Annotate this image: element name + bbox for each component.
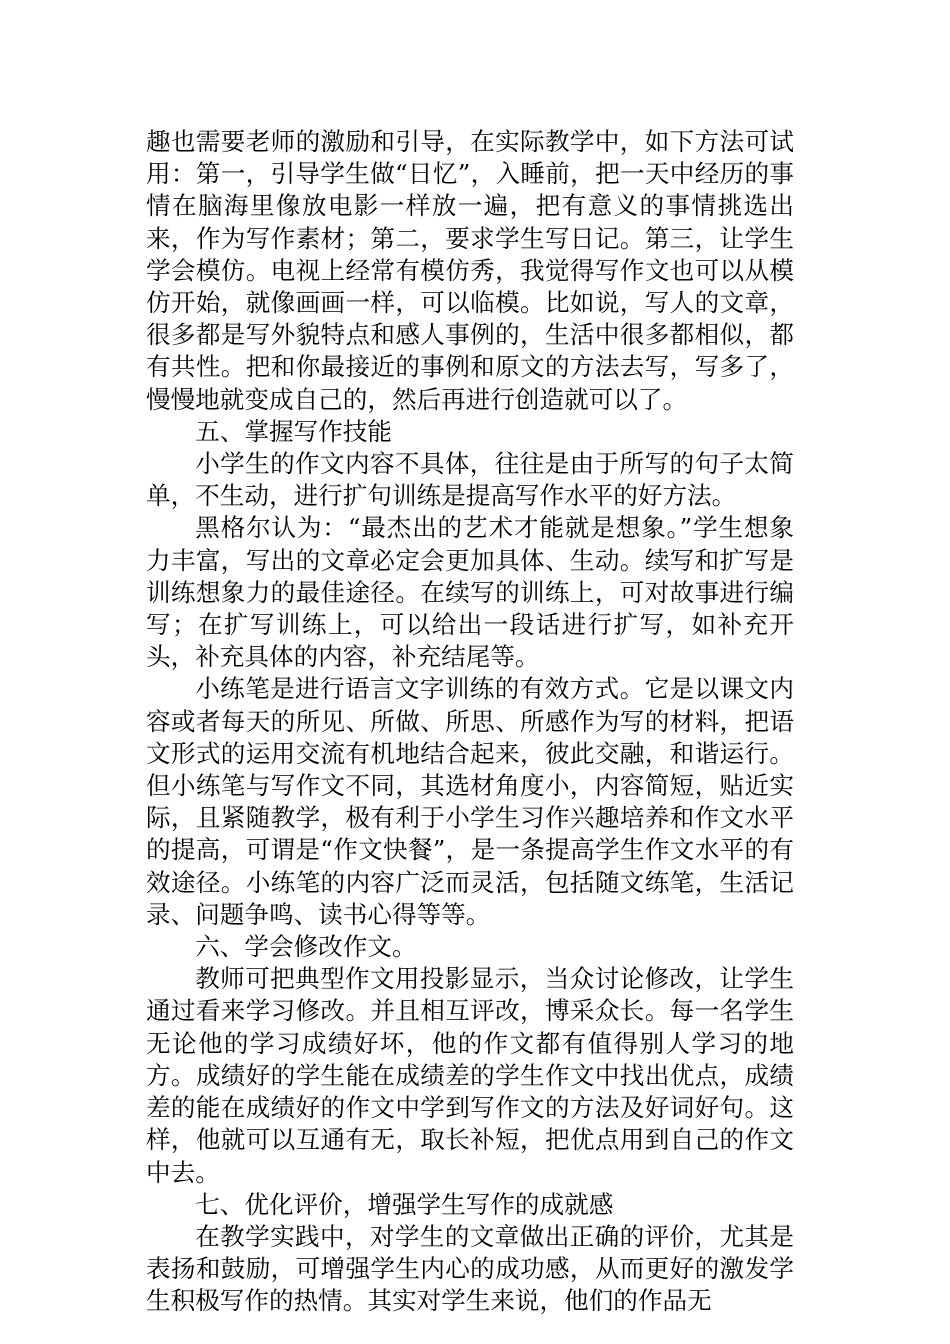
paragraph: 黑格尔认为：“最杰出的艺术才能就是想象。”学生想象力丰富，写出的文章必定会更加具体、生动。续写和扩写是训练想象力的最佳途径。在续写的训练上，可对故事进行编写；在扩写训练上，可以给出一段话进行扩写，如补充开头，补充具体的内容，补充结尾等。 xyxy=(146,513,794,672)
paragraph-continued: 趣也需要老师的激励和引导，在实际教学中，如下方法可试用：第一，引导学生做“日忆”，入睡前，把一天中经历的事情在脑海里像放电影一样放一遍，把有意义的事情挑选出来，作为写作素材；第二，要求学生写日记。第三，让学生学会模仿。电视上经常有模仿秀，我觉得写作文也可以从模仿开始，就像画画一样，可以临模。比如说，写人的文章，很多都是写外貌特点和感人事例的，生活中很多都相似，都有共性。把和你最接近的事例和原文的方法去写，写多了，慢慢地就变成自己的，然后再进行创造就可以了。 xyxy=(146,127,794,414)
section-heading-5: 五、掌握写作技能 xyxy=(195,416,392,446)
document-page xyxy=(146,126,794,1318)
paragraph: 教师可把典型作文用投影显示，当众讨论修改，让学生通过看来学习修改。并且相互评改，博采众长。每一名学生无论他的学习成绩好坏，他的作文都有值得别人学习的地方。成绩好的学生能在成绩差的学生作文中找出优点，成绩差的能在成绩好的作文中学到写作文的方法及好词好句。这样，他就可以互通有无，取长补短，把优点用到自己的作文中去。 xyxy=(146,964,794,1187)
paragraph: 小练笔是进行语言文字训练的有效方式。它是以课文内容或者每天的所见、所做、所思、所感作为写的材料，把语文形式的运用交流有机地结合起来，彼此交融，和谐运行。但小练笔与写作文不同，其选材角度小，内容简短，贴近实际，且紧随教学，极有利于小学生习作兴趣培养和作文水平的提高，可谓是“作文快餐”，是一条提高学生作文水平的有效途径。小练笔的内容广泛而灵活，包括随文练笔，生活记录、问题争鸣、读书心得等等。 xyxy=(146,674,794,929)
paragraph: 小学生的作文内容不具体，往往是由于所写的句子太简单，不生动，进行扩句训练是提高写作水平的好方法。 xyxy=(146,449,794,511)
paragraph: 在教学实践中，对学生的文章做出正确的评价，尤其是表扬和鼓励，可增强学生内心的成功感，从而更好的激发学生积极写作的热情。其实对学生来说，他们的作品无 xyxy=(146,1221,794,1316)
section-heading-7: 七、优化评价，增强学生写作的成就感 xyxy=(195,1189,614,1219)
section-heading-6: 六、学会修改作文。 xyxy=(195,932,417,962)
